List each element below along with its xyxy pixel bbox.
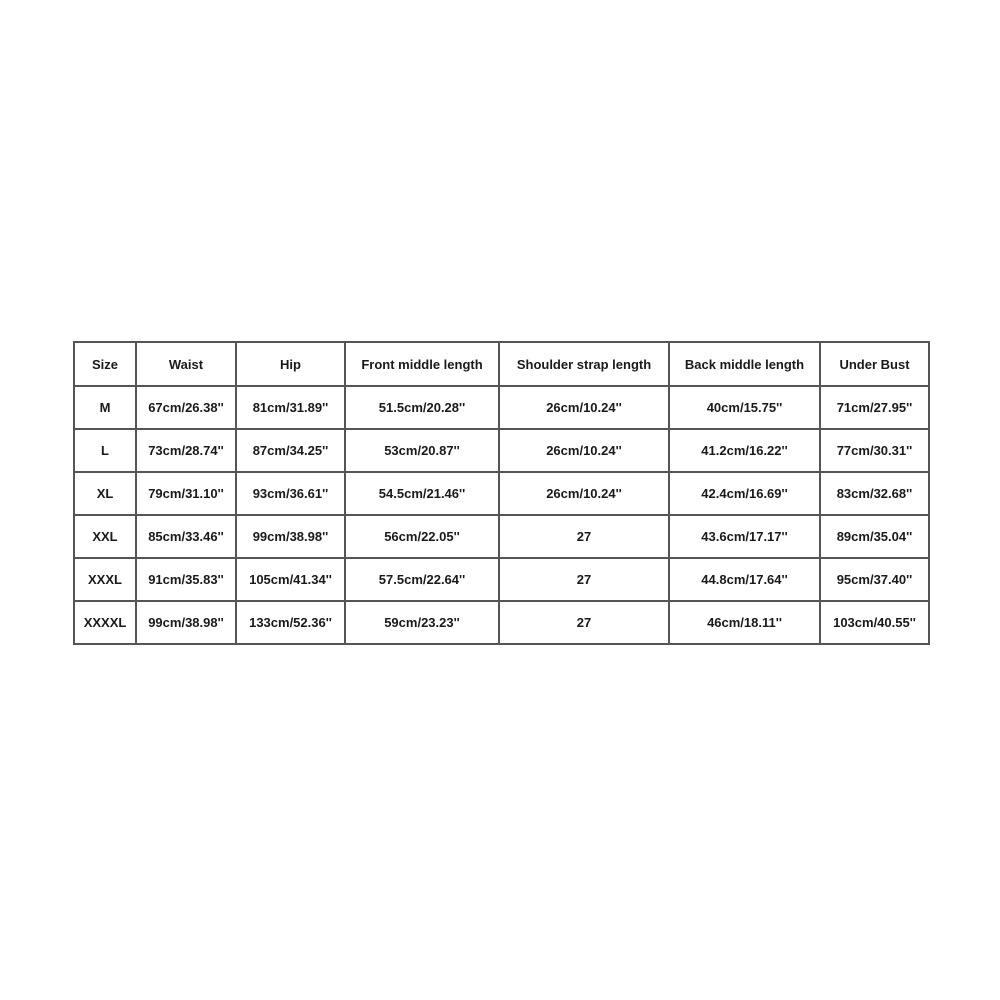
table-cell: 41.2cm/16.22'' bbox=[669, 429, 820, 472]
table-cell: 56cm/22.05'' bbox=[345, 515, 499, 558]
size-chart-table bbox=[73, 341, 930, 645]
table-cell: 81cm/31.89'' bbox=[236, 386, 345, 429]
table-cell: 40cm/15.75'' bbox=[669, 386, 820, 429]
header-size: Size bbox=[74, 342, 136, 386]
table-cell: XXL bbox=[74, 515, 136, 558]
table-cell: 51.5cm/20.28'' bbox=[345, 386, 499, 429]
header-hip: Hip bbox=[236, 342, 345, 386]
table-cell: 59cm/23.23'' bbox=[345, 601, 499, 644]
table-cell: 26cm/10.24'' bbox=[499, 429, 669, 472]
table-cell: 93cm/36.61'' bbox=[236, 472, 345, 515]
table-cell: 71cm/27.95'' bbox=[820, 386, 929, 429]
table-cell: 133cm/52.36'' bbox=[236, 601, 345, 644]
table-cell: 27 bbox=[499, 601, 669, 644]
table-cell: 83cm/32.68'' bbox=[820, 472, 929, 515]
table-cell: 27 bbox=[499, 558, 669, 601]
header-under-bust: Under Bust bbox=[820, 342, 929, 386]
table-cell: 79cm/31.10'' bbox=[136, 472, 236, 515]
table-cell: 95cm/37.40'' bbox=[820, 558, 929, 601]
header-waist: Waist bbox=[136, 342, 236, 386]
table-cell: 26cm/10.24'' bbox=[499, 472, 669, 515]
table-row bbox=[74, 386, 929, 429]
table-cell: 44.8cm/17.64'' bbox=[669, 558, 820, 601]
table-row bbox=[74, 558, 929, 601]
table-cell: XXXL bbox=[74, 558, 136, 601]
table-cell: 54.5cm/21.46'' bbox=[345, 472, 499, 515]
table-cell: 26cm/10.24'' bbox=[499, 386, 669, 429]
table-cell: XXXXL bbox=[74, 601, 136, 644]
table-cell: 53cm/20.87'' bbox=[345, 429, 499, 472]
table-cell: 77cm/30.31'' bbox=[820, 429, 929, 472]
table-cell: 85cm/33.46'' bbox=[136, 515, 236, 558]
header-shoulder-strap-length: Shoulder strap length bbox=[499, 342, 669, 386]
header-row bbox=[74, 342, 929, 386]
header-back-middle-length: Back middle length bbox=[669, 342, 820, 386]
table-cell: XL bbox=[74, 472, 136, 515]
table-row bbox=[74, 515, 929, 558]
header-front-middle-length: Front middle length bbox=[345, 342, 499, 386]
table-cell: 57.5cm/22.64'' bbox=[345, 558, 499, 601]
table-cell: 73cm/28.74'' bbox=[136, 429, 236, 472]
table-row bbox=[74, 472, 929, 515]
table-row bbox=[74, 601, 929, 644]
table-cell: 89cm/35.04'' bbox=[820, 515, 929, 558]
table-cell: 43.6cm/17.17'' bbox=[669, 515, 820, 558]
table-cell: 67cm/26.38'' bbox=[136, 386, 236, 429]
table-cell: 46cm/18.11'' bbox=[669, 601, 820, 644]
table-cell: 27 bbox=[499, 515, 669, 558]
table-row bbox=[74, 429, 929, 472]
table-cell: 99cm/38.98'' bbox=[236, 515, 345, 558]
table-cell: 105cm/41.34'' bbox=[236, 558, 345, 601]
table-cell: 42.4cm/16.69'' bbox=[669, 472, 820, 515]
table-cell: 91cm/35.83'' bbox=[136, 558, 236, 601]
table-cell: 87cm/34.25'' bbox=[236, 429, 345, 472]
table-cell: L bbox=[74, 429, 136, 472]
table-cell: 99cm/38.98'' bbox=[136, 601, 236, 644]
table-cell: M bbox=[74, 386, 136, 429]
table-cell: 103cm/40.55'' bbox=[820, 601, 929, 644]
